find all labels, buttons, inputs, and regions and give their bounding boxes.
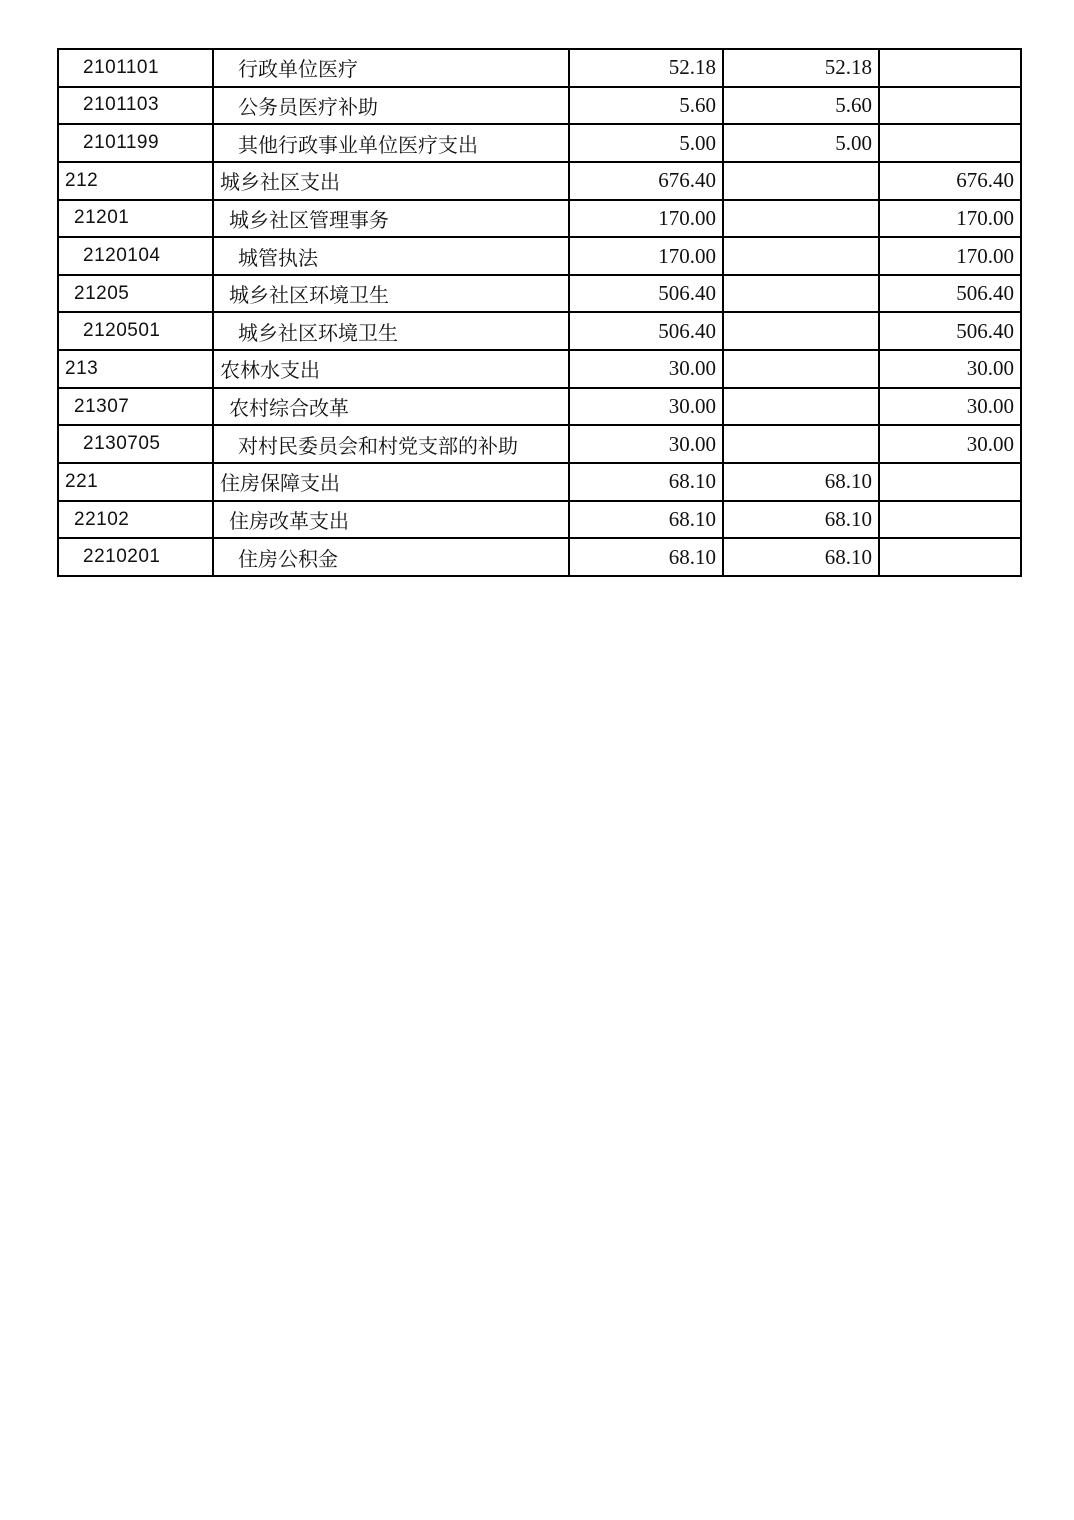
amount-col-1-cell: 5.60 <box>569 87 723 125</box>
name-cell: 城乡社区环境卫生 <box>213 312 569 350</box>
table-row <box>58 463 1021 501</box>
code-cell: 21201 <box>58 200 213 238</box>
amount-col-1-cell: 68.10 <box>569 538 723 576</box>
amount-col-1-cell: 30.00 <box>569 350 723 388</box>
amount-col-1-cell: 52.18 <box>569 49 723 87</box>
amount-col-2-cell <box>723 200 879 238</box>
table-row <box>58 237 1021 275</box>
name-cell: 住房保障支出 <box>213 463 569 501</box>
amount-col-2-cell: 5.60 <box>723 87 879 125</box>
amount-col-2-cell <box>723 237 879 275</box>
amount-col-1-cell: 5.00 <box>569 124 723 162</box>
amount-col-3-cell <box>879 87 1021 125</box>
code-cell: 2101103 <box>58 87 213 125</box>
name-cell: 农林水支出 <box>213 350 569 388</box>
budget-table <box>57 48 1022 577</box>
amount-col-2-cell: 68.10 <box>723 538 879 576</box>
amount-col-1-cell: 506.40 <box>569 312 723 350</box>
name-cell: 城乡社区环境卫生 <box>213 275 569 313</box>
code-cell: 2101101 <box>58 49 213 87</box>
amount-col-2-cell <box>723 425 879 463</box>
code-cell: 213 <box>58 350 213 388</box>
amount-col-3-cell <box>879 501 1021 539</box>
table-row <box>58 162 1021 200</box>
amount-col-3-cell: 170.00 <box>879 200 1021 238</box>
name-cell: 公务员医疗补助 <box>213 87 569 125</box>
name-cell: 城乡社区支出 <box>213 162 569 200</box>
amount-col-3-cell: 170.00 <box>879 237 1021 275</box>
amount-col-2-cell <box>723 350 879 388</box>
table-row <box>58 388 1021 426</box>
amount-col-3-cell: 676.40 <box>879 162 1021 200</box>
amount-col-3-cell <box>879 538 1021 576</box>
amount-col-2-cell <box>723 162 879 200</box>
code-cell: 2120501 <box>58 312 213 350</box>
amount-col-2-cell: 52.18 <box>723 49 879 87</box>
amount-col-1-cell: 676.40 <box>569 162 723 200</box>
table-row <box>58 538 1021 576</box>
name-cell: 其他行政事业单位医疗支出 <box>213 124 569 162</box>
table-row <box>58 312 1021 350</box>
code-cell: 21205 <box>58 275 213 313</box>
code-cell: 2101199 <box>58 124 213 162</box>
amount-col-2-cell: 68.10 <box>723 463 879 501</box>
name-cell: 城乡社区管理事务 <box>213 200 569 238</box>
table-row <box>58 200 1021 238</box>
table-row <box>58 87 1021 125</box>
code-cell: 2120104 <box>58 237 213 275</box>
amount-col-3-cell: 30.00 <box>879 425 1021 463</box>
code-cell: 2130705 <box>58 425 213 463</box>
amount-col-1-cell: 506.40 <box>569 275 723 313</box>
amount-col-1-cell: 170.00 <box>569 237 723 275</box>
amount-col-2-cell: 68.10 <box>723 501 879 539</box>
amount-col-1-cell: 170.00 <box>569 200 723 238</box>
amount-col-1-cell: 30.00 <box>569 388 723 426</box>
table-body <box>58 49 1021 576</box>
amount-col-1-cell: 68.10 <box>569 501 723 539</box>
amount-col-3-cell <box>879 463 1021 501</box>
amount-col-3-cell <box>879 49 1021 87</box>
table-row <box>58 49 1021 87</box>
code-cell: 22102 <box>58 501 213 539</box>
amount-col-3-cell: 506.40 <box>879 312 1021 350</box>
name-cell: 住房改革支出 <box>213 501 569 539</box>
amount-col-3-cell: 30.00 <box>879 388 1021 426</box>
code-cell: 2210201 <box>58 538 213 576</box>
name-cell: 对村民委员会和村党支部的补助 <box>213 425 569 463</box>
code-cell: 212 <box>58 162 213 200</box>
amount-col-3-cell: 506.40 <box>879 275 1021 313</box>
name-cell: 农村综合改革 <box>213 388 569 426</box>
table-row <box>58 425 1021 463</box>
amount-col-2-cell <box>723 275 879 313</box>
amount-col-1-cell: 30.00 <box>569 425 723 463</box>
name-cell: 住房公积金 <box>213 538 569 576</box>
name-cell: 行政单位医疗 <box>213 49 569 87</box>
amount-col-1-cell: 68.10 <box>569 463 723 501</box>
code-cell: 21307 <box>58 388 213 426</box>
amount-col-2-cell <box>723 388 879 426</box>
table-row <box>58 275 1021 313</box>
code-cell: 221 <box>58 463 213 501</box>
table-row <box>58 350 1021 388</box>
name-cell: 城管执法 <box>213 237 569 275</box>
amount-col-2-cell: 5.00 <box>723 124 879 162</box>
table-row <box>58 124 1021 162</box>
amount-col-3-cell <box>879 124 1021 162</box>
amount-col-3-cell: 30.00 <box>879 350 1021 388</box>
amount-col-2-cell <box>723 312 879 350</box>
table-row <box>58 501 1021 539</box>
